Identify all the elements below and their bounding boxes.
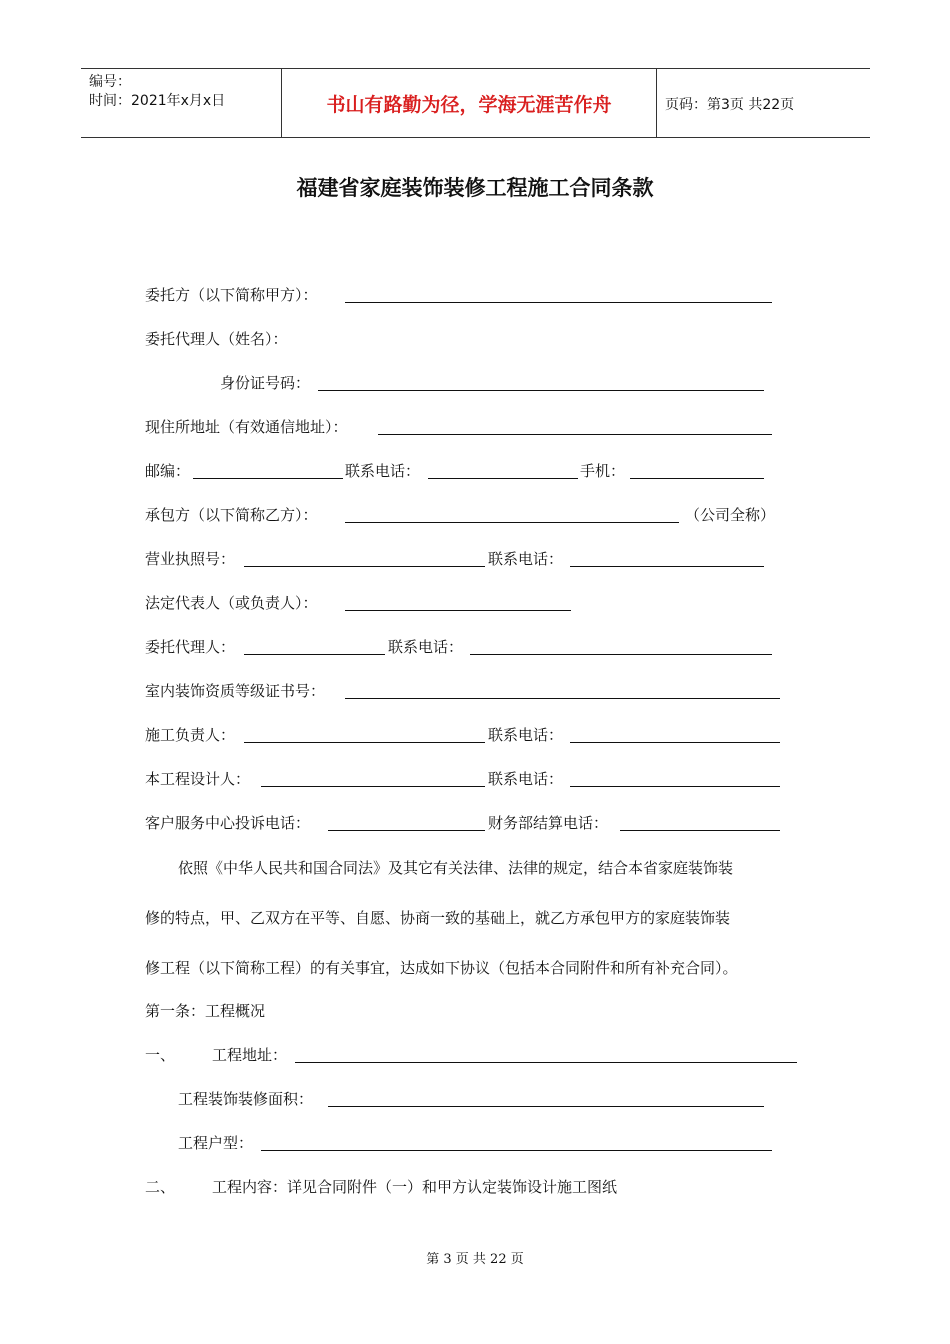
number-label: 编号： (89, 74, 131, 90)
phone3-label: 联系电话： (388, 638, 464, 656)
address-blank[interactable] (378, 434, 772, 435)
item2-text: 工程内容：详见合同附件（一）和甲方认定装饰设计施工图纸 (212, 1178, 618, 1196)
license-label: 营业执照号： (145, 550, 236, 568)
qualification-blank[interactable] (345, 698, 780, 699)
contractor-blank[interactable] (345, 522, 679, 523)
phone4-blank[interactable] (570, 742, 780, 743)
header-meta (89, 73, 225, 111)
complaint-blank[interactable] (328, 830, 485, 831)
legal-rep-blank[interactable] (345, 610, 571, 611)
phone4-label: 联系电话： (488, 726, 564, 744)
postcode-blank[interactable] (193, 478, 343, 479)
mobile-blank[interactable] (630, 478, 764, 479)
project-address-blank[interactable] (295, 1062, 797, 1063)
paragraph-line: 依照《中华人民共和国合同法》及其它有关法律、法律的规定，结合本省家庭装饰装 (178, 859, 734, 877)
postcode-label: 邮编： (145, 462, 191, 480)
paragraph-line: 修工程（以下简称工程）的有关事宜，达成如下协议（包括本合同附件和所有补充合同）。 (145, 959, 738, 977)
item2-number: 二、 (145, 1178, 176, 1196)
company-full-note: （公司全称） (685, 506, 776, 524)
finance-label: 财务部结算电话： (488, 814, 609, 832)
header-divider (656, 69, 657, 137)
designer-blank[interactable] (261, 786, 485, 787)
id-number-label: 身份证号码： (220, 374, 311, 392)
phone2-label: 联系电话： (488, 550, 564, 568)
qualification-label: 室内装饰资质等级证书号： (145, 682, 326, 700)
agent2-label: 委托代理人： (145, 638, 236, 656)
layout-label: 工程户型： (178, 1134, 254, 1152)
phone2-blank[interactable] (570, 566, 764, 567)
item1-number: 一、 (145, 1046, 176, 1064)
project-address-label: 工程地址： (212, 1046, 288, 1064)
motto: 书山有路勤为径，学海无涯苦作舟 (326, 93, 612, 116)
address-label: 现住所地址（有效通信地址）： (145, 418, 348, 436)
area-blank[interactable] (328, 1106, 764, 1107)
agent-name-label: 委托代理人（姓名）： (145, 330, 288, 348)
designer-label: 本工程设计人： (145, 770, 251, 788)
complaint-label: 客户服务中心投诉电话： (145, 814, 311, 832)
agent2-blank[interactable] (244, 654, 385, 655)
phone1-blank[interactable] (428, 478, 578, 479)
header-table (81, 68, 870, 138)
finance-blank[interactable] (620, 830, 780, 831)
article-heading: 第一条：工程概况 (145, 1002, 266, 1020)
construction-lead-label: 施工负责人： (145, 726, 236, 744)
phone1-label: 联系电话： (345, 462, 421, 480)
phone3-blank[interactable] (470, 654, 772, 655)
page-title: 福建省家庭装饰装修工程施工合同条款 (296, 176, 654, 200)
license-blank[interactable] (244, 566, 485, 567)
layout-blank[interactable] (261, 1150, 772, 1151)
phone5-blank[interactable] (570, 786, 780, 787)
construction-lead-blank[interactable] (244, 742, 485, 743)
id-number-blank[interactable] (318, 390, 764, 391)
legal-rep-label: 法定代表人（或负责人）： (145, 594, 318, 612)
page-footer: 第 3 页 共 22 页 (426, 1252, 524, 1267)
time-label: 时间：2021年x月x日 (89, 93, 226, 109)
mobile-label: 手机： (580, 462, 626, 480)
contractor-label: 承包方（以下简称乙方）： (145, 506, 318, 524)
client-label: 委托方（以下简称甲方）： (145, 286, 318, 304)
page-info: 页码：第3页 共22页 (665, 97, 795, 113)
area-label: 工程装饰装修面积： (178, 1090, 314, 1108)
paragraph-line: 修的特点，甲、乙双方在平等、自愿、协商一致的基础上，就乙方承包甲方的家庭装饰装 (145, 909, 731, 927)
client-blank[interactable] (345, 302, 772, 303)
phone5-label: 联系电话： (488, 770, 564, 788)
